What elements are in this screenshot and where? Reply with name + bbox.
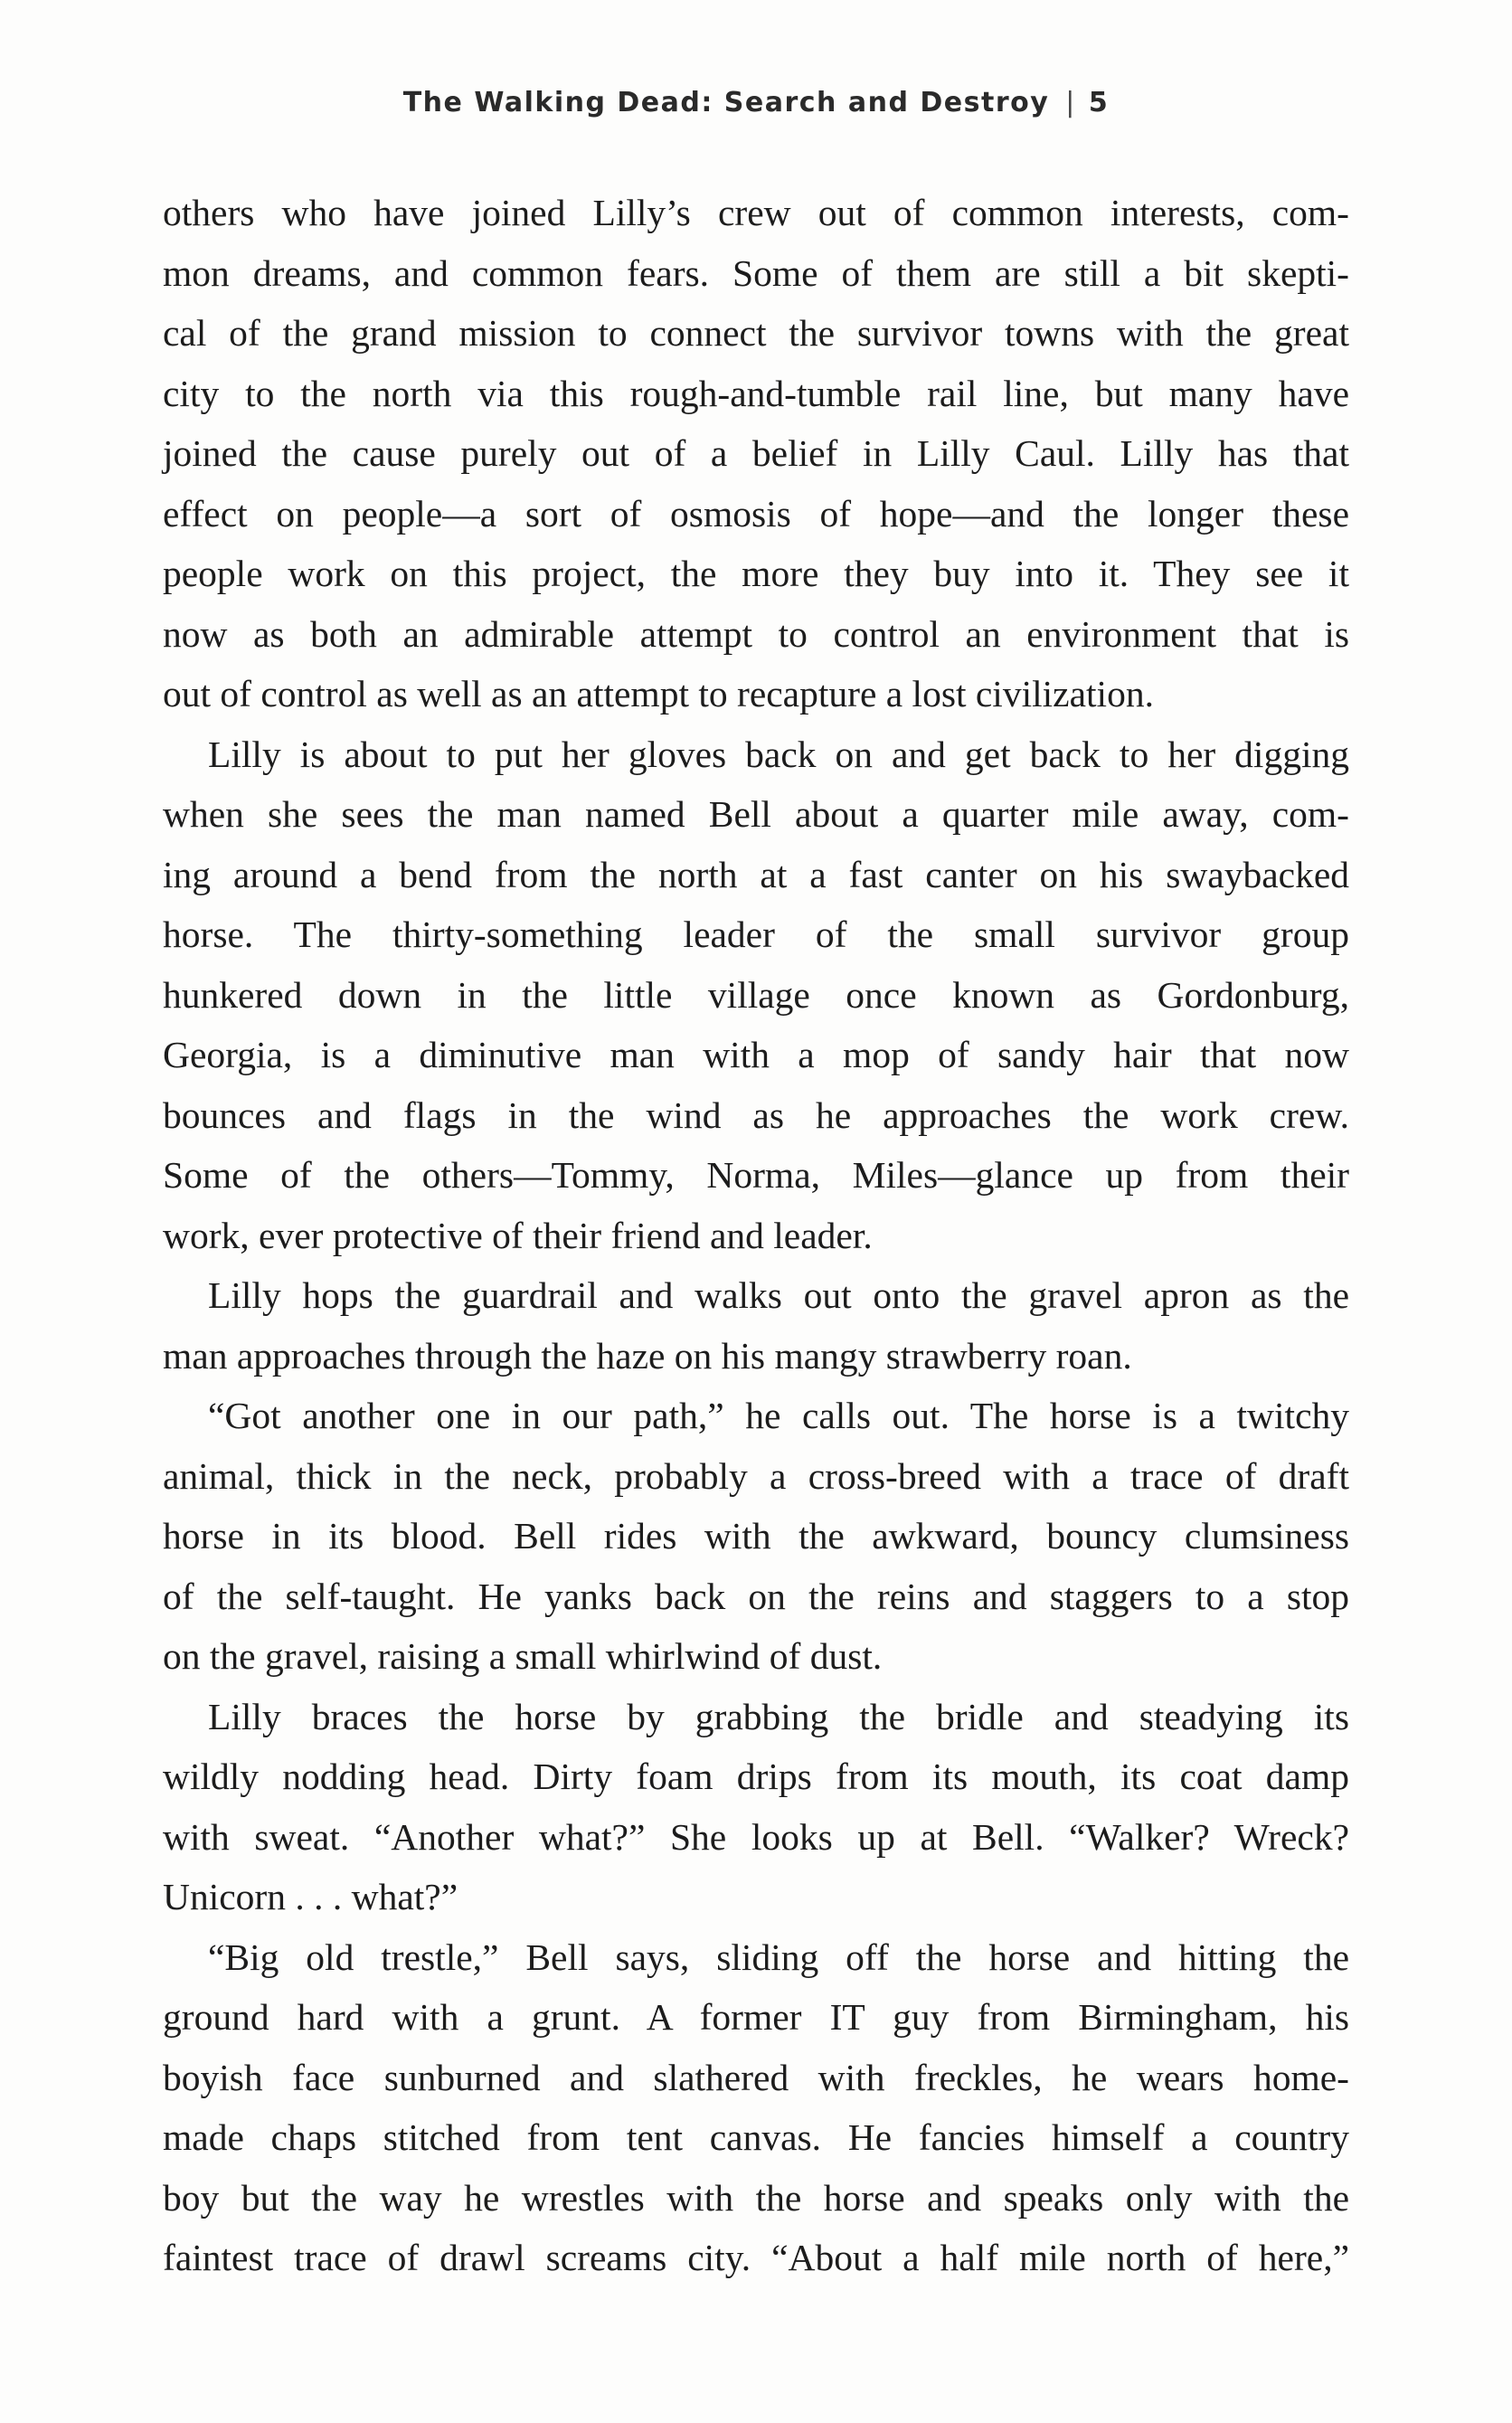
text-line: ground hard with a grunt. A former IT guy from Birmingham, his	[163, 1996, 1349, 2038]
text-line: Lilly hops the guardrail and walks out onto the gravel apron as the	[208, 1274, 1349, 1316]
running-header	[0, 87, 1512, 118]
text-line: boyish face sunburned and slathered with freckles, he wears home-	[163, 2056, 1349, 2098]
text-line: city to the north via this rough-and-tumble rail line, but many have	[163, 372, 1349, 414]
paragraph	[163, 1927, 1349, 2288]
text-line: “Got another one in our path,” he calls out. The horse is a twitchy	[208, 1395, 1349, 1436]
text-line: animal, thick in the neck, probably a cross-breed with a trace of draft	[163, 1454, 1349, 1497]
text-line: Lilly is about to put her gloves back on and get back to her digging	[208, 733, 1349, 775]
text-line: out of control as well as an attempt to recapture a lost civilization.	[163, 673, 1154, 715]
text-line: Some of the others—Tommy, Norma, Miles—glance up from their	[163, 1154, 1349, 1196]
text-line: “Big old trestle,” Bell says, sliding off the horse and hitting the	[208, 1936, 1349, 1978]
text-line: made chaps stitched from tent canvas. He fancies himself a country	[163, 2116, 1349, 2158]
text-line: faintest trace of drawl screams city. “About a half mile north of here,”	[163, 2237, 1349, 2278]
text-line: ing around a bend from the north at a fast canter on his swaybacked	[163, 853, 1349, 895]
text-line: Unicorn . . . what?”	[163, 1876, 458, 1917]
paragraph	[163, 1265, 1349, 1386]
header-separator: |	[1065, 87, 1076, 118]
text-line: now as both an admirable attempt to control an environment that is	[163, 612, 1349, 655]
paragraph	[163, 1386, 1349, 1687]
text-line: effect on people—a sort of osmosis of hope—and the longer these	[163, 492, 1349, 535]
text-line: with sweat. “Another what?” She looks up at Bell. “Walker? Wreck?	[163, 1815, 1349, 1858]
text-line: work, ever protective of their friend and leader.	[163, 1214, 873, 1256]
body-text	[163, 183, 1349, 2288]
text-line: people work on this project, the more they buy into it. They see it	[163, 553, 1349, 594]
text-line: cal of the grand mission to connect the survivor towns with the great	[163, 312, 1349, 354]
paragraph	[163, 1687, 1349, 1927]
text-line: hunkered down in the little village once known as Gordonburg,	[163, 973, 1349, 1016]
text-line: of the self-taught. He yanks back on the reins and staggers to a stop	[163, 1575, 1349, 1617]
text-line: horse in its blood. Bell rides with the awkward, bouncy clumsiness	[163, 1515, 1349, 1557]
text-line: boy but the way he wrestles with the horse and speaks only with the	[163, 2176, 1349, 2219]
text-line: joined the cause purely out of a belief in Lilly Caul. Lilly has that	[163, 432, 1349, 474]
text-line: horse. The thirty-something leader of the small survivor group	[163, 913, 1349, 955]
text-line: mon dreams, and common fears. Some of them are still a bit skepti-	[163, 251, 1349, 294]
text-line: man approaches through the haze on his mangy strawberry roan.	[163, 1334, 1132, 1377]
page-number: 5	[1088, 87, 1110, 118]
paragraph	[163, 183, 1349, 724]
text-line: wildly nodding head. Dirty foam drips from its mouth, its coat damp	[163, 1756, 1349, 1797]
text-line: on the gravel, raising a small whirlwind of dust.	[163, 1635, 883, 1677]
book-title: The Walking Dead: Search and Destroy	[402, 87, 1050, 118]
text-line: bounces and flags in the wind as he approaches the work crew.	[163, 1093, 1349, 1136]
text-line: others who have joined Lilly’s crew out of common interests, com-	[163, 192, 1349, 233]
text-line: when she sees the man named Bell about a quarter mile away, com-	[163, 793, 1349, 835]
paragraph	[163, 724, 1349, 1266]
text-line: Georgia, is a diminutive man with a mop of sandy hair that now	[163, 1034, 1349, 1075]
text-line: Lilly braces the horse by grabbing the bridle and steadying its	[208, 1695, 1349, 1737]
